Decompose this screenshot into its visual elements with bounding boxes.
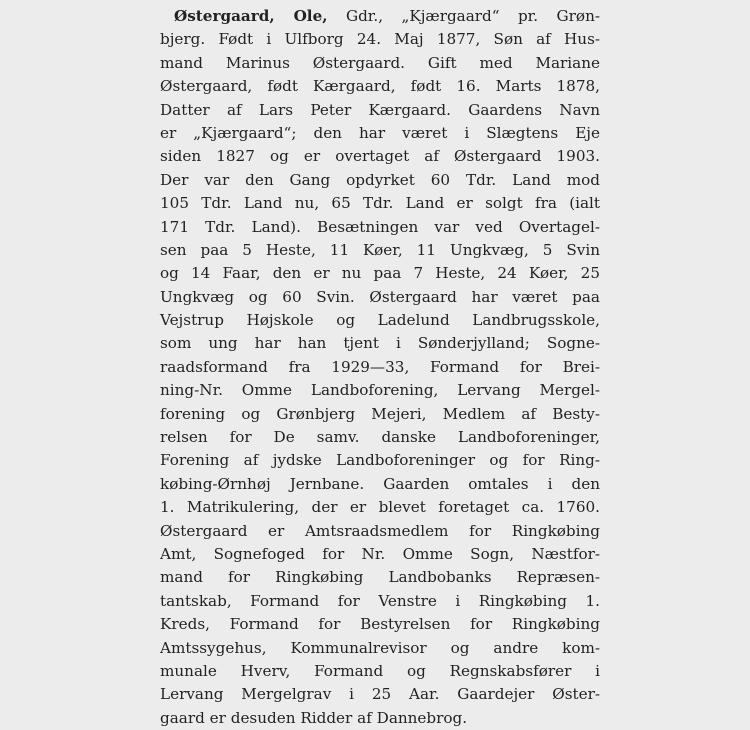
entry-line-4: Østergaard, født Kærgaard, født 16. Marts 1878,	[160, 77, 600, 96]
entry-line-14: Vejstrup Højskole og Ladelund Landbrugsskole,	[160, 311, 600, 330]
entry-line-15: som ung har han tjent i Sønderjylland; Sogne-	[160, 334, 600, 353]
entry-line-1	[160, 5, 600, 28]
entry-line-3: mand Marinus Østergaard. Gift med Mariane	[160, 53, 600, 72]
entry-line-28: Amtssygehus, Kommunalrevisor og andre kom-	[160, 638, 600, 657]
entry-line-10: 171 Tdr. Land). Besætningen var ved Overtagel-	[160, 217, 600, 236]
entry-line-18: forening og Grønbjerg Mejeri, Medlem af Besty-	[160, 404, 600, 423]
entry-line-27: Kreds, Formand for Bestyrelsen for Ringkøbing	[160, 615, 600, 634]
entry-line-22: 1. Matrikulering, der er blevet foretaget ca. 1760.	[160, 498, 600, 517]
entry-line-11: sen paa 5 Heste, 11 Køer, 11 Ungkvæg, 5 Svin	[160, 240, 600, 259]
entry-line-30: Lervang Mergelgrav i 25 Aar. Gaardejer Øster-	[160, 685, 600, 704]
entry-line-19: relsen for De samv. danske Landboforeninger,	[160, 428, 600, 447]
entry-name: Østergaard, Ole,	[174, 7, 328, 25]
entry-line-13: Ungkvæg og 60 Svin. Østergaard har været paa	[160, 287, 600, 306]
entry-line-9: 105 Tdr. Land nu, 65 Tdr. Land er solgt fra (ialt	[160, 194, 600, 213]
entry-line-12: og 14 Faar, den er nu paa 7 Heste, 24 Køer, 25	[160, 264, 600, 283]
entry-line-29: munale Hverv, Formand og Regnskabsfører i	[160, 661, 600, 680]
entry-line-8: Der var den Gang opdyrket 60 Tdr. Land mod	[160, 170, 600, 189]
entry-line-2: bjerg. Født i Ulfborg 24. Maj 1877, Søn af Hus-	[160, 30, 600, 49]
entry-line-1-text: Gdr., „Kjærgaard“ pr. Grøn-	[327, 7, 600, 25]
biography-entry	[160, 5, 600, 730]
entry-line-26: tantskab, Formand for Venstre i Ringkøbing 1.	[160, 591, 600, 610]
entry-line-23: Østergaard er Amtsraadsmedlem for Ringkøbing	[160, 521, 600, 540]
entry-line-16: raadsformand fra 1929—33, Formand for Brei-	[160, 357, 600, 376]
entry-line-6: er „Kjærgaard“; den har været i Slægtens Eje	[160, 123, 600, 142]
entry-line-21: købing-Ørnhøj Jernbane. Gaarden omtales i den	[160, 474, 600, 493]
entry-line-20: Forening af jydske Landboforeninger og for Ring-	[160, 451, 600, 470]
entry-line-25: mand for Ringkøbing Landbobanks Repræsen-	[160, 568, 600, 587]
entry-line-5: Datter af Lars Peter Kærgaard. Gaardens Navn	[160, 100, 600, 119]
entry-line-17: ning-Nr. Omme Landboforening, Lervang Mergel-	[160, 381, 600, 400]
entry-line-31: gaard er desuden Ridder af Dannebrog.	[160, 708, 468, 727]
entry-line-24: Amt, Sognefoged for Nr. Omme Sogn, Næstfor-	[160, 544, 600, 563]
entry-line-7: siden 1827 og er overtaget af Østergaard 1903.	[160, 147, 600, 166]
